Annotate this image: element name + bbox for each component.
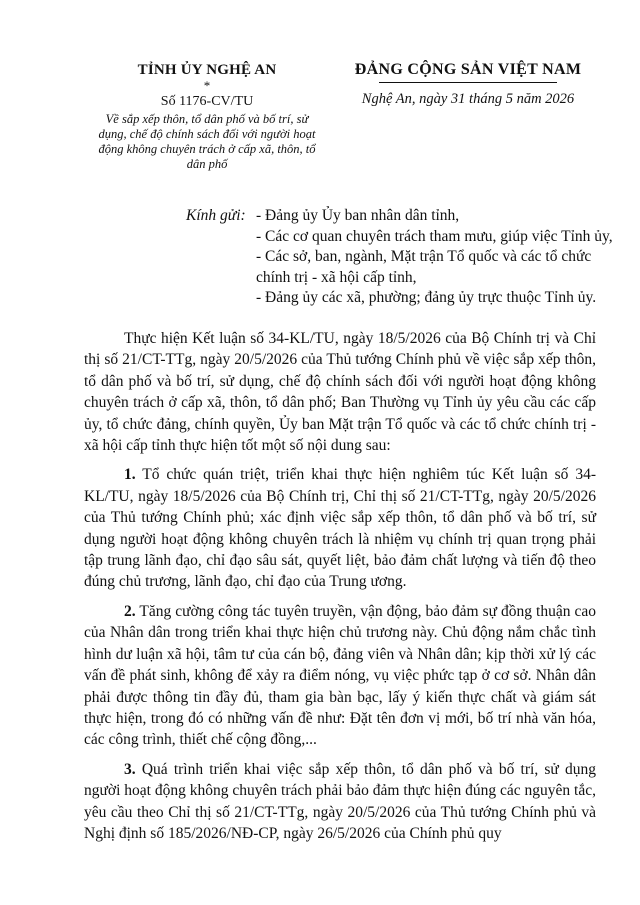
issuer-name: TỈNH ỦY NGHỆ AN (137, 62, 277, 78)
recipient-item: - Các cơ quan chuyên trách tham mưu, giúp việc Tỉnh ủy, (256, 227, 613, 245)
national-header (338, 60, 598, 109)
party-underline (379, 82, 557, 83)
item-text: Tổ chức quán triệt, triển khai thực hiện nghiêm túc Kết luận số 34-KL/TU, ngày 18/5/2026 của Bộ Chính trị, Chỉ thị số 21/CT-TTg, ngày 20/5/2026 của Thủ tướng Chính phủ; xác định việc sắp xếp thôn, tổ dân phố và bố trí, sử dụng người hoạt động không chuyên trách là nhiệm vụ chính trị quan trọng phải tập trung lãnh đạo, chỉ đạo sâu sát, quyết liệt, bảo đảm chất lượng và tiến độ theo đúng chủ trương, lãnh đạo, chỉ đạo của Trung ương. (84, 466, 596, 591)
item-number: 2. (124, 602, 136, 620)
recipients-label: Kính gửi: (186, 207, 246, 224)
star-mark: * (203, 78, 211, 93)
document-number: Số 1176-CV/TU (160, 94, 254, 109)
recipient-item: - Đảng ủy các xã, phường; đảng ủy trực thuộc Tỉnh ủy. (256, 289, 597, 306)
party-name: ĐẢNG CỘNG SẢN VIỆT NAM (354, 61, 582, 78)
issuer-block (92, 60, 322, 172)
intro-paragraph: Thực hiện Kết luận số 34-KL/TU, ngày 18/5/2026 của Bộ Chính trị và Chỉ thị số 21/CT-TTg, ngày 20/5/2026 của Thủ tướng Chính phủ về việc sắp xếp thôn, tổ dân phố và bố trí, sử dụng, chế độ chính sách đối với người hoạt động không chuyên trách ở cấp xã, thôn, tổ dân phố; Ban Thường vụ Tỉnh ủy yêu cầu các cấp ủy, tổ chức đảng, chính quyền, Ủy ban Mặt trận Tổ quốc và các tổ chức chính trị - xã hội cấp tỉnh thực hiện tốt một số nội dung sau: (84, 330, 596, 455)
recipient-item: - Đảng ủy Ủy ban nhân dân tỉnh, (256, 207, 460, 224)
body-item-3 (84, 759, 596, 845)
item-number: 3. (124, 760, 136, 778)
document-body (84, 328, 596, 852)
body-item-2 (84, 601, 596, 751)
item-number: 1. (124, 466, 136, 484)
item-text: Tăng cường công tác tuyên truyền, vận động, bảo đảm sự đồng thuận cao của Nhân dân trong triển khai thực hiện chủ trương này. Chủ động nắm chắc tình hình dư luận xã hội, tâm tư của cán bộ, đảng viên và Nhân dân; kịp thời xử lý các vấn đề phát sinh, không để xảy ra điểm nóng, vụ việc phức tạp ở cơ sở. Nhân dân phải được thông tin đầy đủ, tham gia bàn bạc, lấy ý kiến thực chất và giám sát thực hiện, trong đó có những vấn đề như: Đặt tên đơn vị mới, bố trí nhà văn hóa, các công trình, thiết chế cộng đồng,... (84, 602, 596, 749)
recipients-list (256, 206, 616, 309)
document-subject: Về sắp xếp thôn, tổ dân phố và bố trí, sử dụng, chế độ chính sách đối với người hoạt động không chuyên trách ở cấp xã, thôn, tổ dân phố (98, 112, 316, 171)
body-item-1 (84, 464, 596, 592)
place-date: Nghệ An, ngày 31 tháng 5 năm 2026 (361, 91, 575, 107)
recipient-item: - Các sở, ban, ngành, Mặt trận Tổ quốc và các tổ chức chính trị - xã hội cấp tỉnh, (256, 248, 592, 286)
item-text: Quá trình triển khai việc sắp xếp thôn, tổ dân phố và bố trí, sử dụng người hoạt động không chuyên trách phải bảo đảm thực hiện đúng các nguyên tắc, yêu cầu theo Chỉ thị số 21/CT-TTg, ngày 20/5/2026 của Thủ tướng Chính phủ và Nghị định số 185/2026/NĐ-CP, ngày 26/5/2026 của Chính phủ quy (84, 760, 596, 842)
